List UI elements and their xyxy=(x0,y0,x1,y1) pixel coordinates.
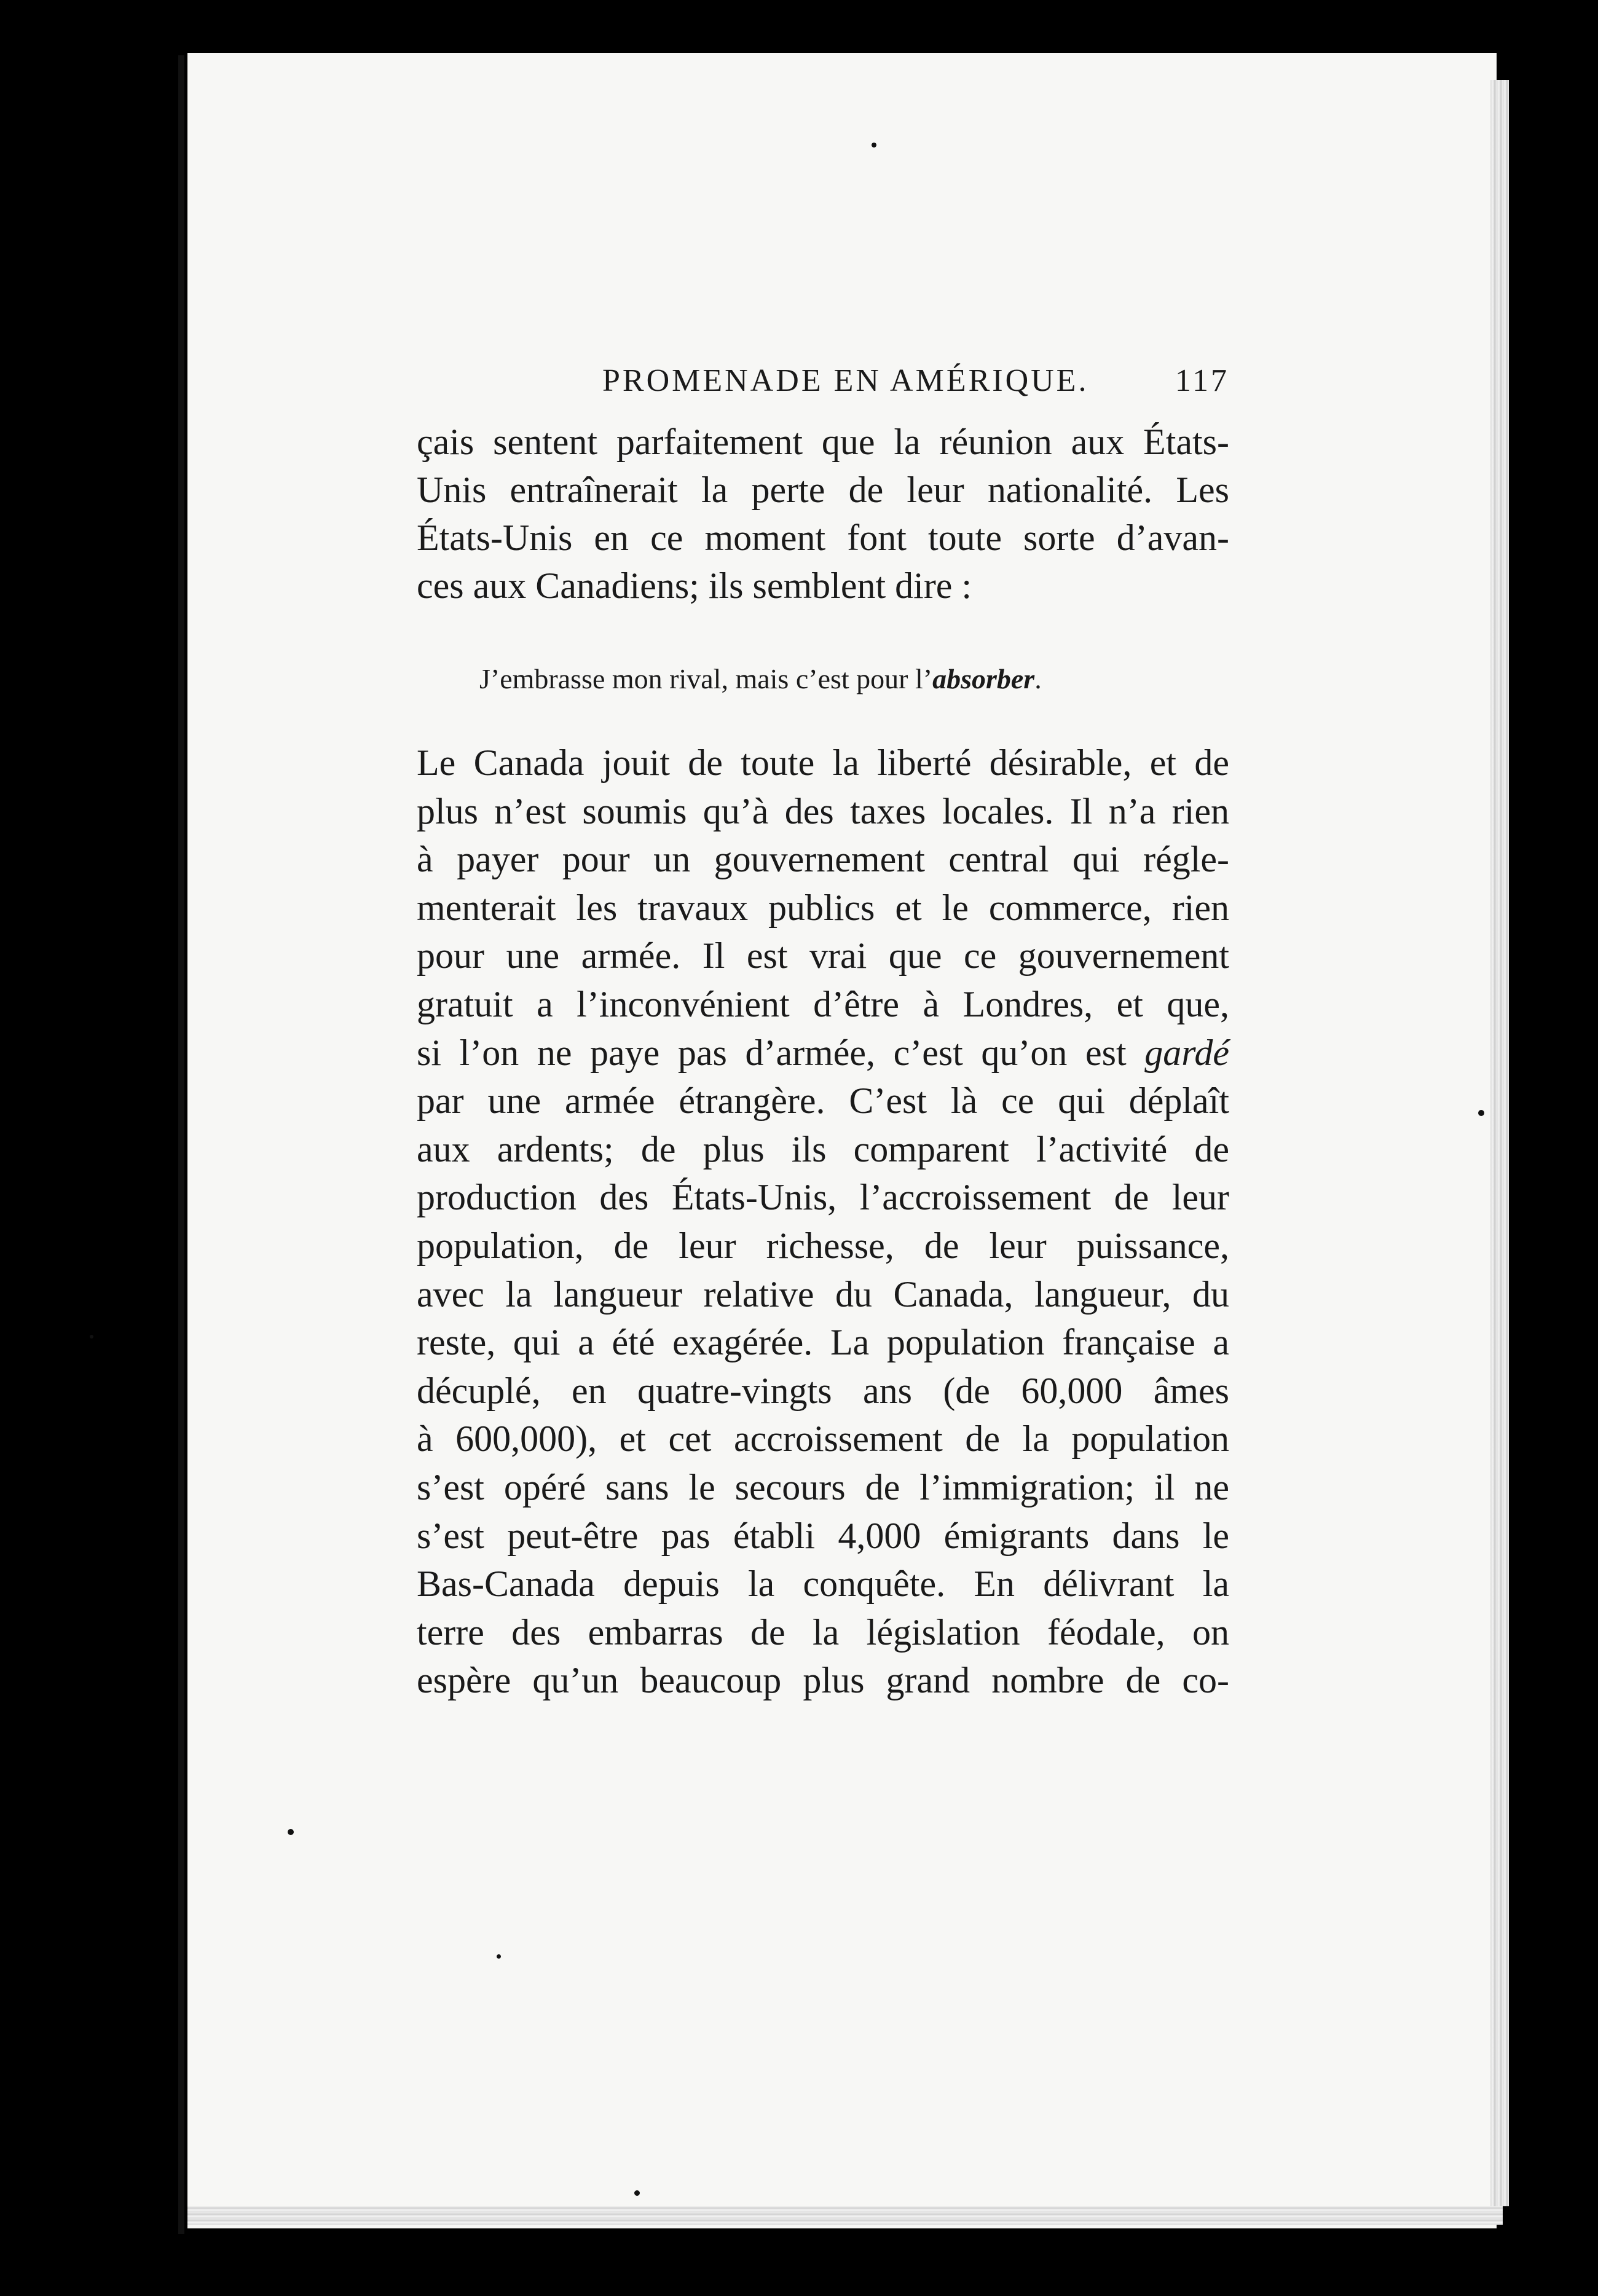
text-line: s’est peut-être pas établi 4,000 émigrants dans le xyxy=(417,1515,1229,1556)
scan-speck xyxy=(1478,1110,1484,1116)
text-line: à 600,000), et cet accroissement de la population xyxy=(417,1418,1229,1460)
text-line: reste, qui a été exagérée. La population française a xyxy=(417,1322,1229,1363)
text-line-with-italic xyxy=(417,1029,1229,1077)
text-line: ces aux Canadiens; ils semblent dire : xyxy=(417,565,972,606)
scan-speck xyxy=(497,1954,501,1959)
paragraph-1 xyxy=(417,418,1229,610)
text-line: décuplé, en quatre-vingts ans (de 60,000 âmes xyxy=(417,1370,1229,1411)
text-line: çais sentent parfaitement que la réunion aux États- xyxy=(417,422,1229,462)
scan-speck xyxy=(634,2190,640,2196)
text-line: terre des embarras de la législation féodale, on xyxy=(417,1611,1229,1653)
text-line: États-Unis en ce moment font toute sorte d’avan- xyxy=(417,517,1229,558)
quote-italic-word: absorber xyxy=(932,663,1035,694)
quote-end: . xyxy=(1034,663,1042,694)
text-segment: si l’on ne paye pas d’armée, c’est qu’on est xyxy=(417,1032,1127,1073)
running-head xyxy=(418,363,1229,412)
page-number: 117 xyxy=(1175,363,1229,398)
italic-word: gardé xyxy=(1144,1032,1229,1073)
text-line: menterait les travaux publics et le commerce, rien xyxy=(417,887,1229,928)
text-line: espère qu’un beaucoup plus grand nombre de co- xyxy=(417,1660,1229,1701)
text-line: Unis entraînerait la perte de leur nationalité. Les xyxy=(417,470,1229,510)
paragraph-2 xyxy=(417,739,1229,1705)
text-line: à payer pour un gouvernement central qui régle- xyxy=(417,839,1229,880)
page-fore-edge xyxy=(1490,80,1509,2206)
page-gutter-edge xyxy=(178,55,184,2234)
page-bottom-edge xyxy=(187,2206,1503,2225)
text-line: aux ardents; de plus ils comparent l’activité de xyxy=(417,1128,1229,1170)
text-line: par une armée étrangère. C’est là ce qui déplaît xyxy=(417,1080,1229,1122)
text-line: avec la langueur relative du Canada, langueur, du xyxy=(417,1273,1229,1315)
text-line: plus n’est soumis qu’à des taxes locales. Il n’a rien xyxy=(417,790,1229,832)
text-line: gratuit a l’inconvénient d’être à Londres, et que, xyxy=(417,983,1229,1024)
text-line: Bas-Canada depuis la conquête. En délivrant la xyxy=(417,1563,1229,1605)
text-line: Le Canada jouit de toute la liberté désirable, et de xyxy=(417,742,1229,783)
verse-quotation xyxy=(479,662,1217,695)
text-line: s’est opéré sans le secours de l’immigration; il ne xyxy=(417,1466,1229,1508)
text-line: pour une armée. Il est vrai que ce gouvernement xyxy=(417,935,1229,977)
running-head-title: PROMENADE EN AMÉRIQUE. xyxy=(602,363,1089,398)
scan-speck xyxy=(872,143,876,147)
text-line: production des États-Unis, l’accroissement de leur xyxy=(417,1177,1229,1218)
text-line: population, de leur richesse, de leur puissance, xyxy=(417,1225,1229,1266)
scan-speck xyxy=(90,1335,93,1339)
quote-text: J’embrasse mon rival, mais c’est pour l’ xyxy=(479,663,933,694)
scan-speck xyxy=(288,1829,294,1835)
